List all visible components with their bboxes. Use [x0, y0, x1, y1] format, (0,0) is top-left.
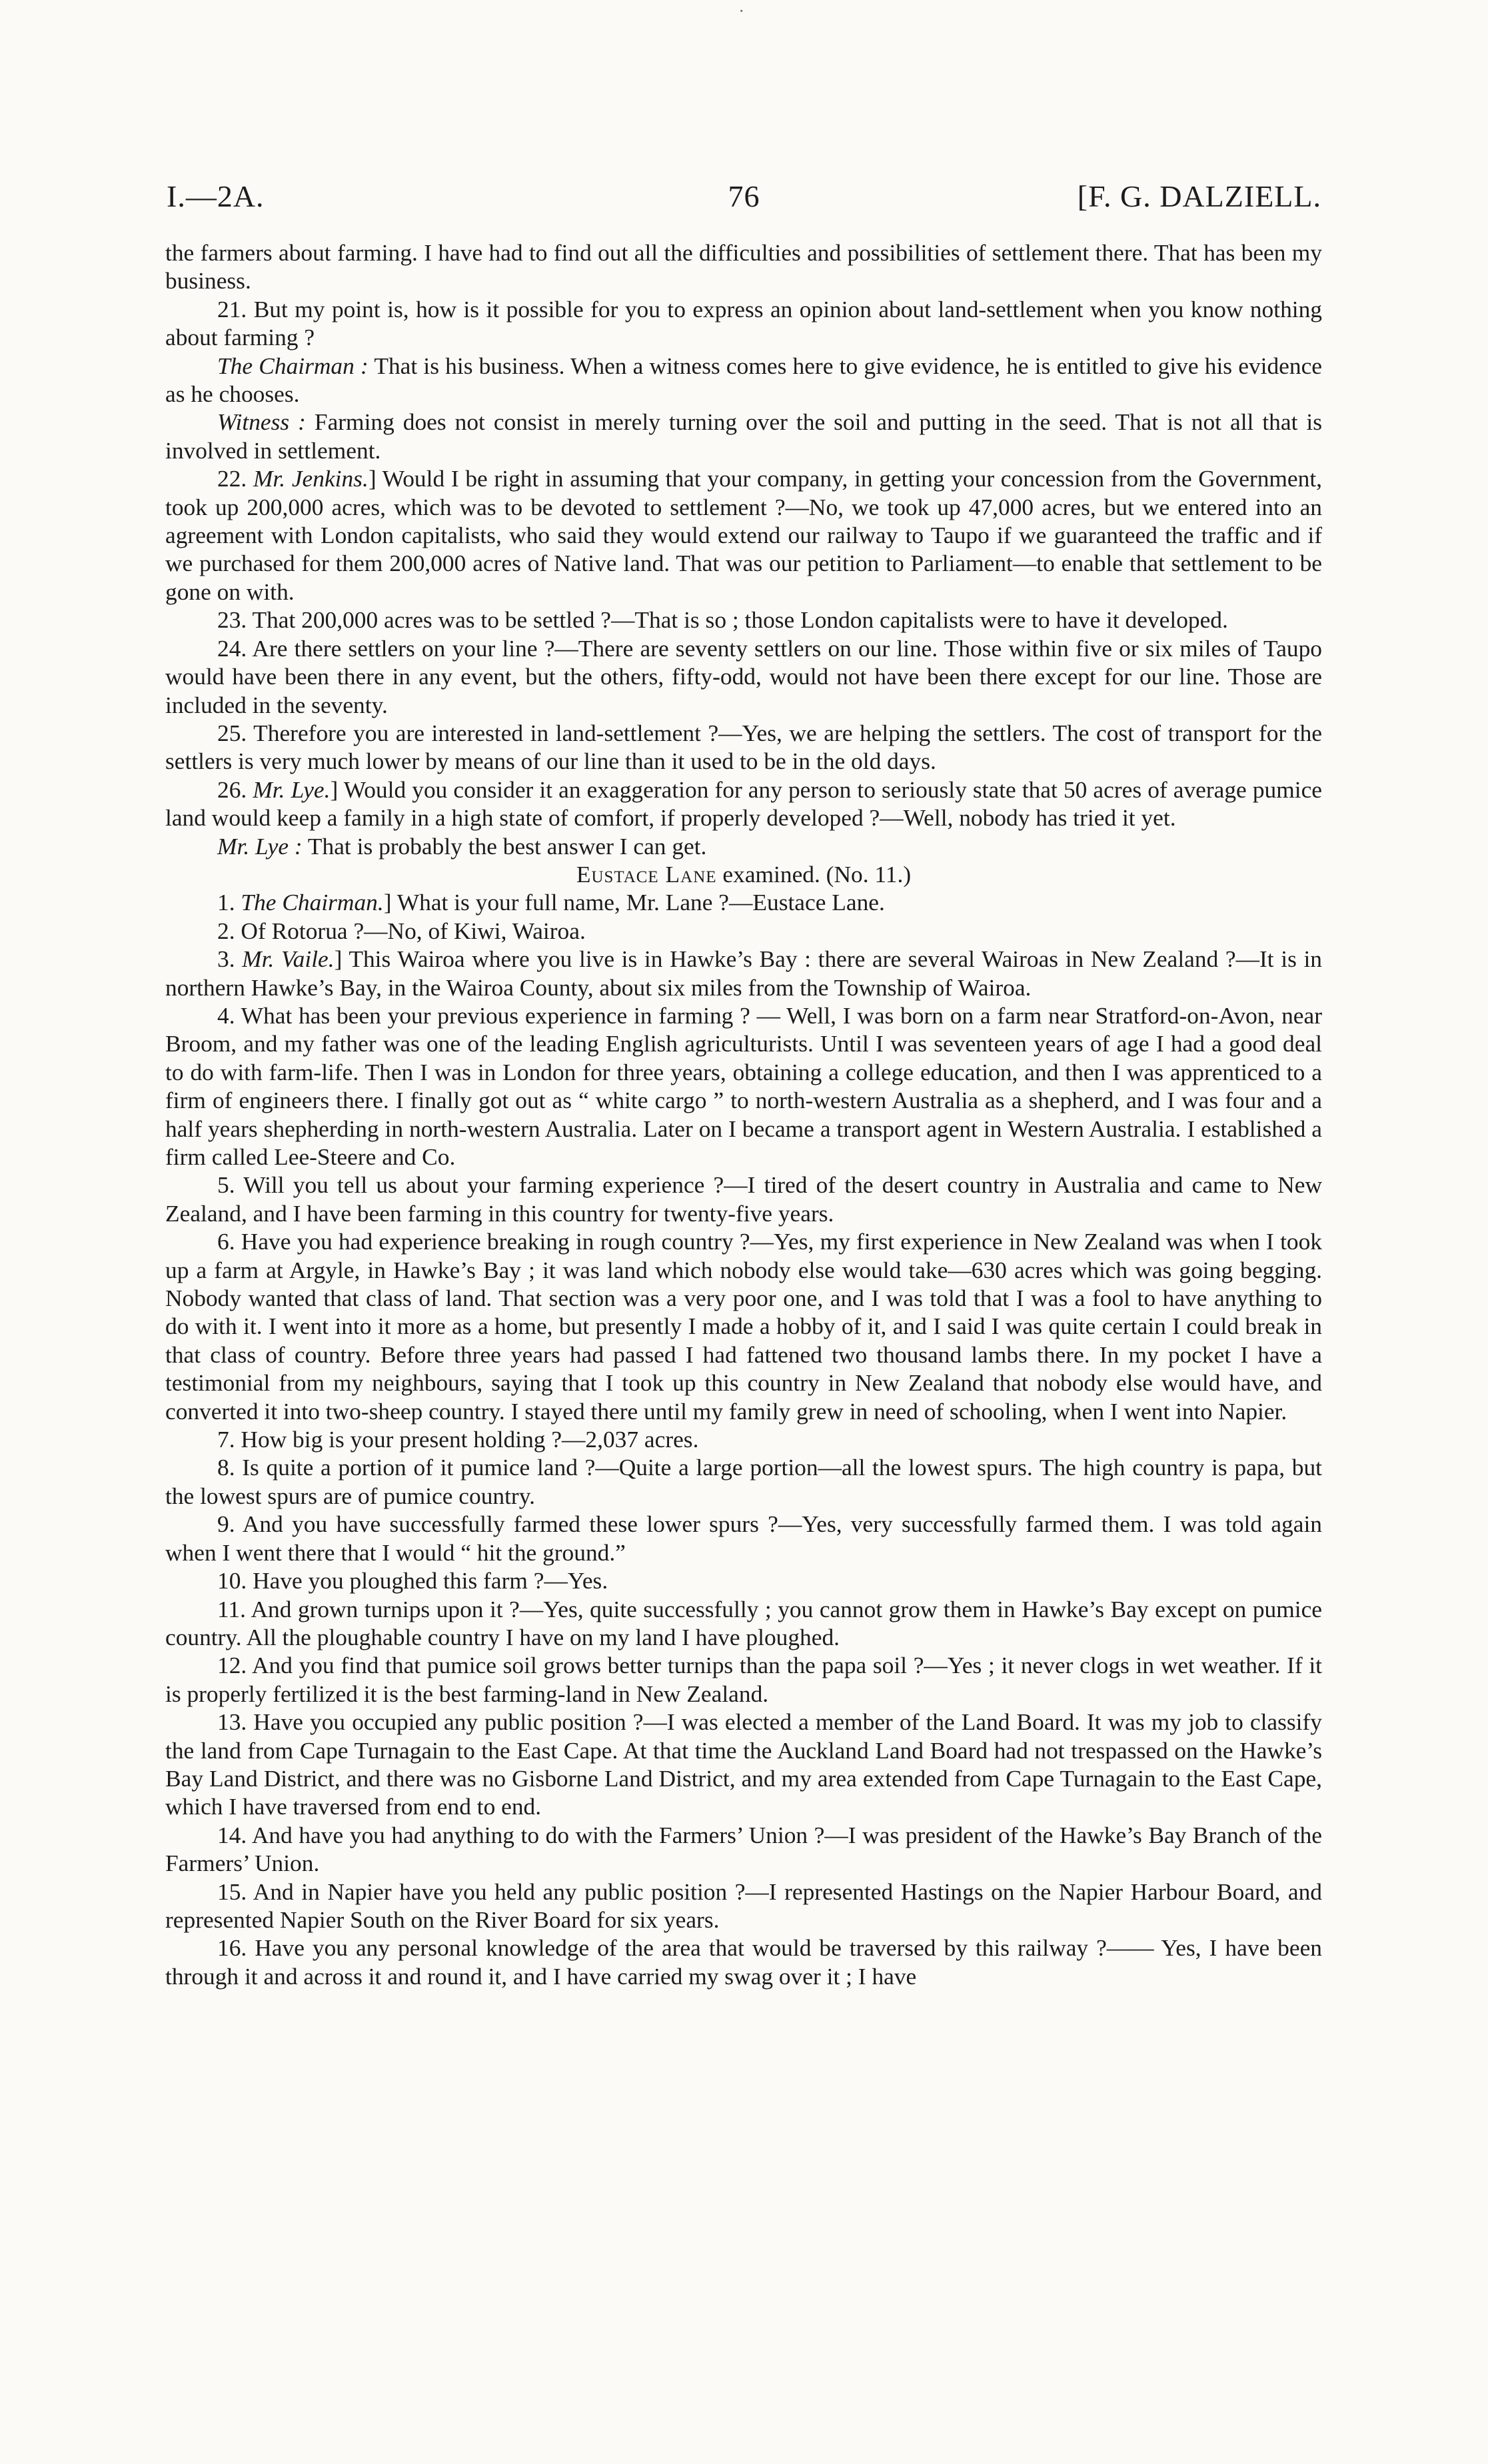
paragraph: the farmers about farming. I have had to find out all the difficulties and possibilities of settlement there. That has been my business. [165, 239, 1322, 295]
paragraph: 5. Will you tell us about your farming experience ?—I tired of the desert country in Australia and came to New Zealand, and I have been farming in this country for twenty-five years. [165, 1171, 1322, 1227]
paragraph: 12. And you find that pumice soil grows better turnips than the papa soil ?—Yes ; it never clogs in wet weather. If it is properly fertilized it is the best farming-land in New Zealand. [165, 1652, 1322, 1707]
paragraph: 23. That 200,000 acres was to be settled ?—That is so ; those London capitalists were to have it developed. [217, 606, 1228, 634]
paragraph: 1. The Chairman.] What is your full name, Mr. Lane ?—Eustace Lane. [217, 889, 885, 916]
witness-running-head: [F. G. DALZIELL. [1077, 179, 1321, 213]
paragraph: The Chairman : That is his business. When a witness comes here to give evidence, he is entitled to give his evidence as he chooses. [165, 352, 1322, 408]
paragraph: 22. Mr. Jenkins.] Would I be right in assuming that your company, in getting your concession from the Government, took up 200,000 acres, which was to be devoted to settlement ?—No, we took up 47,000 acres, but we entered into an agreement with London capitalists, who said they would extend our railway to Taupo if we guaranteed the traffic and if we purchased for them 200,000 acres of Native land. That was our petition to Parliament—to enable that settlement to be gone on with. [165, 465, 1322, 605]
paragraph: 21. But my point is, how is it possible for you to express an opinion about land-settlement when you know nothing about farming ? [165, 295, 1322, 351]
paragraph: 8. Is quite a portion of it pumice land ?—Quite a large portion—all the lowest spurs. The high country is papa, but the lowest spurs are of pumice country. [165, 1454, 1322, 1509]
paragraph: 13. Have you occupied any public position ?—I was elected a member of the Land Board. It was my job to classify the land from Cape Turnagain to the East Cape. At that time the Auckland Land Board had not trespassed on the Hawke’s Bay Land District, and there was no Gisborne Land District, and my area extended from Cape Turnagain to the East Cape, which I have traversed from end to end. [165, 1708, 1322, 1820]
paper-reference: I.—2A. [167, 179, 265, 213]
page-number: 76 [728, 179, 760, 213]
witness-name: Eustace Lane [576, 860, 717, 888]
paragraph: Mr. Lye : That is probably the best answer I can get. [217, 832, 707, 860]
paragraph: 9. And you have successfully farmed these lower spurs ?—Yes, very successfully farmed them. I was told again when I went there that I would “ hit the ground.” [165, 1511, 1322, 1566]
paragraph: 7. How big is your present holding ?—2,037 acres. [217, 1426, 699, 1453]
paragraph: 4. What has been your previous experience in farming ? — Well, I was born on a farm near Stratford-on-Avon, near Broom, and my father was one of the leading English agriculturists. Until I was seventeen years of age I had a good deal to do with farm-life. Then I was in London for three years, obtaining a college education, and then I was apprenticed to a firm of engineers there. I finally got out as “ white cargo ” to north-western Australia as a shepherd, and I was four and a half years shepherding in north-western Australia. Later on I became a transport agent in Western Australia. I established a firm called Lee-Steere and Co. [165, 1001, 1322, 1170]
speaker-name: Mr. Jenkins. [253, 465, 369, 492]
document-body [165, 239, 1322, 1990]
paragraph: 2. Of Rotorua ?—No, of Kiwi, Wairoa. [217, 917, 586, 944]
paragraph: 25. Therefore you are interested in land-settlement ?—Yes, we are helping the settlers. The cost of transport for the settlers is very much lower by means of our line than it used to be in the old days. [165, 719, 1322, 775]
page-header [167, 179, 1321, 219]
paragraph: Witness : Farming does not consist in merely turning over the soil and putting in the seed. That is not all that is involved in settlement. [165, 408, 1322, 464]
paragraph: 15. And in Napier have you held any public position ?—I represented Hastings on the Napier Harbour Board, and represented Napier South on the River Board for six years. [165, 1878, 1322, 1933]
paragraph: 10. Have you ploughed this farm ?—Yes. [217, 1567, 608, 1594]
paragraph: 3. Mr. Vaile.] This Wairoa where you live is in Hawke’s Bay : there are several Wairoas in New Zealand ?—It is in northern Hawke’s Bay, in the Wairoa County, about six miles from the Township of Wairoa. [165, 945, 1322, 1001]
paragraph: 26. Mr. Lye.] Would you consider it an exaggeration for any person to seriously state that 50 acres of average pumice land would keep a family in a high state of comfort, if properly developed ?—Well, nobody has tried it yet. [165, 776, 1323, 832]
speaker-name: Mr. Vaile. [242, 945, 335, 973]
paragraph: 16. Have you any personal knowledge of the area that would be traversed by this railway ?—— Yes, I have been through it and across it and round it, and I have carried my swag over it ; I have [165, 1934, 1322, 1990]
paragraph: 6. Have you had experience breaking in rough country ?—Yes, my first experience in New Zealand was when I took up a farm at Argyle, in Hawke’s Bay ; it was land which nobody else would take—630 acres which was going begging. Nobody wanted that class of land. That section was a very poor one, and I was told that I was a fool to have anything to do with it. I went into it more as a home, but presently I made a hobby of it, and I said I was quite certain I could break in that class of country. Before three years had passed I had fattened two thousand lambs there. In my pocket I have a testimonial from my neighbours, saying that I took up this country in New Zealand that nobody else would have, and converted it into two-sheep country. I stayed there until my family grew in need of schooling, when I went into Napier. [165, 1228, 1322, 1425]
speaker-name: The Chairman. [241, 889, 384, 916]
margin-dot: · [738, 1, 745, 22]
speaker-name: The Chairman : [217, 352, 369, 379]
speaker-name: Mr. Lye : [217, 832, 303, 860]
paragraph: 24. Are there settlers on your line ?—There are seventy settlers on our line. Those within five or six miles of Taupo would have been there in any event, but the others, fifty-odd, would not have been there except for our line. Those are included in the seventy. [165, 634, 1322, 718]
section-heading: Eustace Lane examined. (No. 11.) [576, 860, 912, 888]
speaker-name: Mr. Lye. [253, 776, 331, 803]
speaker-name: Witness : [217, 408, 306, 436]
paragraph: 14. And have you had anything to do with the Farmers’ Union ?—I was president of the Hawke’s Bay Branch of the Farmers’ Union. [165, 1821, 1322, 1877]
paragraph: 11. And grown turnips upon it ?—Yes, quite successfully ; you cannot grow them in Hawke’s Bay except on pumice country. All the ploughable country I have on my land I have ploughed. [165, 1595, 1322, 1650]
